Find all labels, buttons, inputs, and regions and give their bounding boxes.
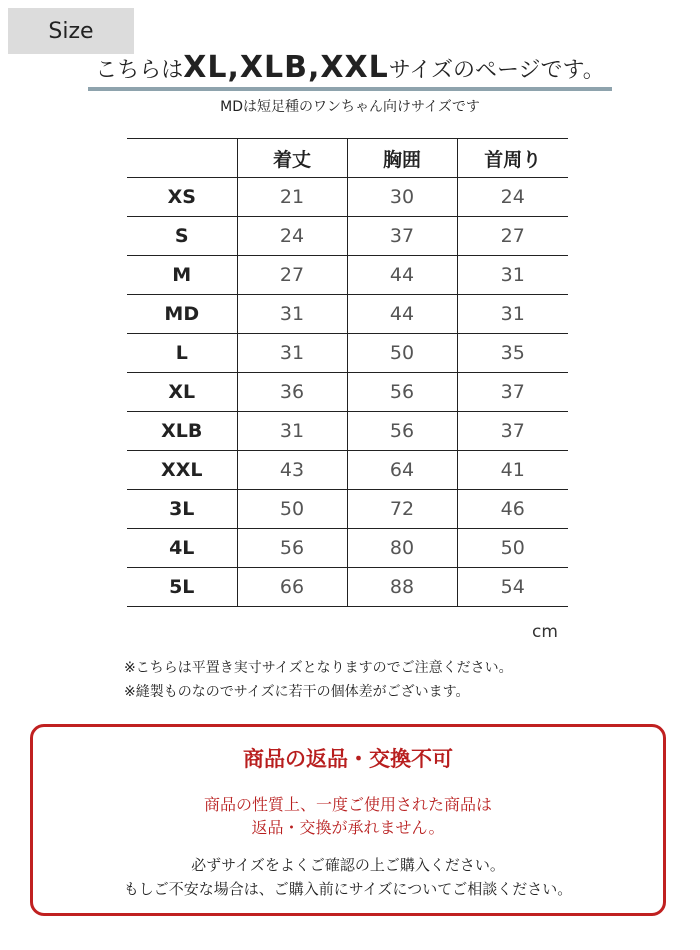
neck-cell: 35 [457, 334, 568, 373]
chest-cell: 64 [347, 451, 457, 490]
chest-cell: 56 [347, 373, 457, 412]
table-row [127, 256, 568, 295]
size-label-cell: 3L [127, 490, 237, 529]
header-length: 着丈 [237, 139, 347, 178]
length-cell: 56 [237, 529, 347, 568]
header-corner [127, 139, 237, 178]
chest-cell: 80 [347, 529, 457, 568]
size-label-cell: XS [127, 178, 237, 217]
notes [124, 656, 513, 704]
neck-cell: 31 [457, 295, 568, 334]
size-label-cell: L [127, 334, 237, 373]
table-row [127, 334, 568, 373]
headline-prefix: こちらは [95, 58, 184, 83]
warning-red-line: 商品の性質上、一度ご使用された商品は [203, 795, 492, 814]
neck-cell: 37 [457, 373, 568, 412]
table-row [127, 490, 568, 529]
neck-cell: 37 [457, 412, 568, 451]
chest-cell: 44 [347, 256, 457, 295]
note-line: ※こちらは平置き実寸サイズとなりますのでご注意ください。 [124, 660, 513, 676]
warning-black-text [33, 853, 663, 901]
chest-cell: 72 [347, 490, 457, 529]
length-cell: 31 [237, 334, 347, 373]
chest-cell: 88 [347, 568, 457, 607]
warning-red-line: 返品・交換が承れません。 [251, 818, 445, 837]
table-row [127, 217, 568, 256]
table-row [127, 178, 568, 217]
chest-cell: 56 [347, 412, 457, 451]
unit-label: cm [532, 622, 558, 642]
warning-red-text [33, 793, 663, 839]
length-cell: 27 [237, 256, 347, 295]
table-header-row [127, 139, 568, 178]
length-cell: 66 [237, 568, 347, 607]
neck-cell: 27 [457, 217, 568, 256]
headline-suffix: サイズのページです。 [388, 58, 605, 83]
headline-underline [88, 87, 612, 91]
chest-cell: 50 [347, 334, 457, 373]
size-label-cell: XL [127, 373, 237, 412]
length-cell: 31 [237, 295, 347, 334]
length-cell: 36 [237, 373, 347, 412]
size-label-cell: XLB [127, 412, 237, 451]
table-row [127, 568, 568, 607]
table-row [127, 295, 568, 334]
neck-cell: 31 [457, 256, 568, 295]
chest-cell: 37 [347, 217, 457, 256]
length-cell: 31 [237, 412, 347, 451]
neck-cell: 41 [457, 451, 568, 490]
size-tag-label: Size [48, 18, 94, 44]
header-chest: 胸囲 [347, 139, 457, 178]
headline-sizes: XL,XLB,XXL [183, 50, 389, 85]
size-label-cell: S [127, 217, 237, 256]
neck-cell: 54 [457, 568, 568, 607]
warning-title: 商品の返品・交換不可 [243, 747, 453, 771]
length-cell: 43 [237, 451, 347, 490]
size-label-cell: M [127, 256, 237, 295]
length-cell: 21 [237, 178, 347, 217]
size-label-cell: 5L [127, 568, 237, 607]
table-row [127, 451, 568, 490]
size-label-cell: MD [127, 295, 237, 334]
length-cell: 50 [237, 490, 347, 529]
size-label-cell: XXL [127, 451, 237, 490]
size-tag [8, 8, 134, 54]
table-body [127, 178, 568, 607]
length-cell: 24 [237, 217, 347, 256]
note-line: ※縫製ものなのでサイズに若干の個体差がございます。 [124, 684, 470, 700]
warning-black-line: もしご不安な場合は、ご購入前にサイズについてご相談ください。 [123, 880, 573, 898]
neck-cell: 24 [457, 178, 568, 217]
chest-cell: 30 [347, 178, 457, 217]
no-return-warning-box [30, 724, 666, 916]
table-row [127, 412, 568, 451]
chest-cell: 44 [347, 295, 457, 334]
neck-cell: 46 [457, 490, 568, 529]
warning-black-line: 必ずサイズをよくご確認の上ご購入ください。 [191, 856, 505, 874]
table-row [127, 529, 568, 568]
table-row [127, 373, 568, 412]
page-headline [0, 50, 700, 85]
size-label-cell: 4L [127, 529, 237, 568]
md-note: MDは短足種のワンちゃん向けサイズです [220, 99, 480, 115]
size-table [127, 138, 568, 607]
neck-cell: 50 [457, 529, 568, 568]
header-neck: 首周り [457, 139, 568, 178]
